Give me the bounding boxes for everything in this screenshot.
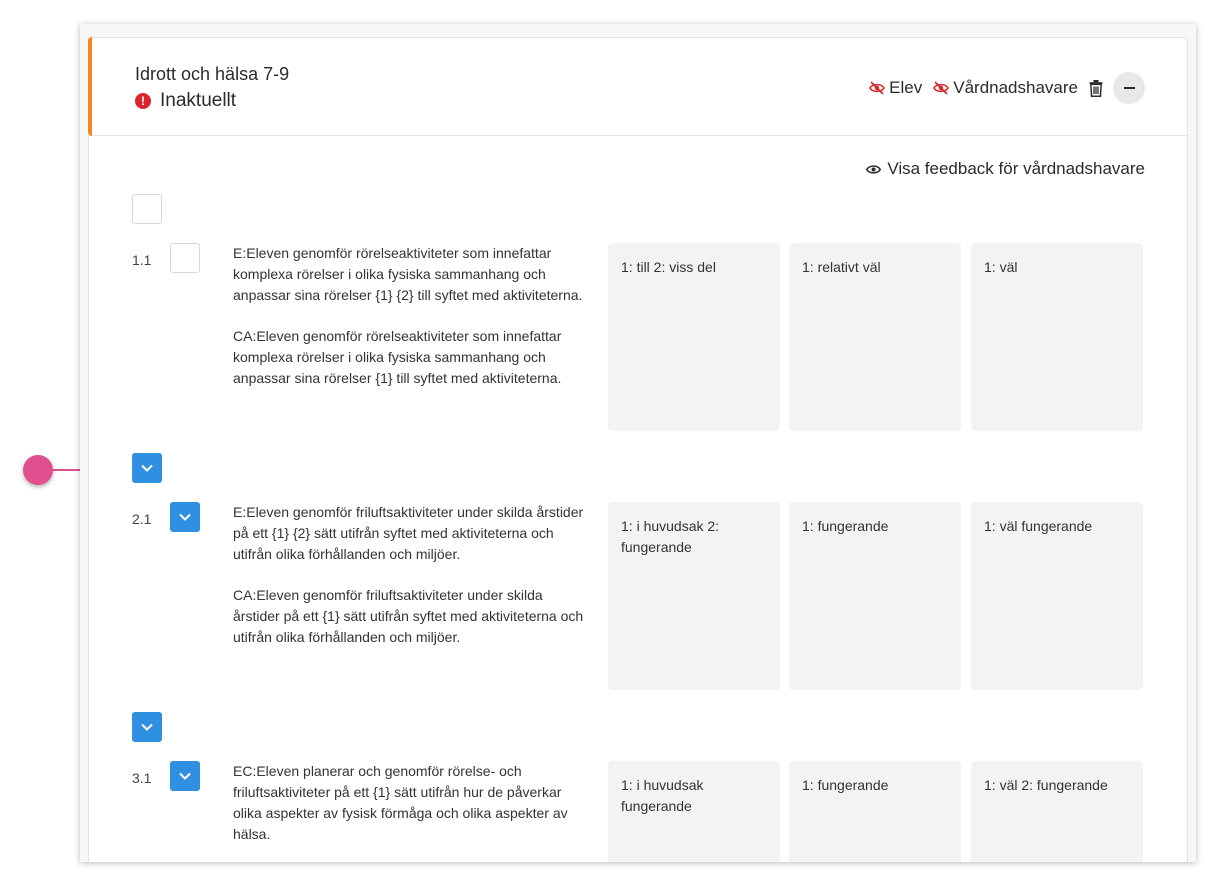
group-checkbox[interactable]: [132, 194, 162, 224]
feedback-link-label: Visa feedback för vårdnadshavare: [887, 159, 1145, 178]
criterion-number: 1.1: [132, 252, 152, 268]
check-icon: [141, 464, 153, 472]
level-cell[interactable]: 1: väl: [971, 243, 1143, 431]
minus-icon: [1124, 87, 1135, 89]
elev-label: Elev: [889, 78, 923, 97]
level-cell[interactable]: 1: väl fungerande: [971, 502, 1143, 690]
course-card: [88, 37, 1188, 862]
criterion-paragraph: EC:Eleven planerar och genomför rörelse- och friluftsaktiviteter på ett {1} sätt utifrån hur de påverkar olika aspekter av fysisk förmåga och olika aspekter av hälsa.: [233, 763, 568, 842]
criterion-text: [233, 502, 593, 648]
criterion-text: [233, 243, 593, 389]
error-icon: !: [135, 93, 151, 109]
row-checkbox[interactable]: [170, 243, 200, 273]
app-frame: [80, 24, 1196, 862]
eye-slash-icon: [933, 81, 949, 95]
criterion-number: 2.1: [132, 511, 152, 527]
criterion-paragraph: E:Eleven genomför rörelseaktiviteter som innefattar komplexa rörelser i olika fysiska sammanhang och anpassar sina rörelser {1} {2} till syftet med aktiviteterna.: [233, 245, 583, 303]
status-accent-bar: [88, 37, 92, 136]
level-cell[interactable]: 1: till 2: viss del: [608, 243, 780, 431]
check-icon: [179, 513, 191, 521]
group-checkbox[interactable]: [132, 453, 162, 483]
course-status: [135, 90, 236, 112]
vardnadshavare-label: Vårdnadshavare: [953, 78, 1078, 97]
elev-visibility-toggle[interactable]: [869, 78, 922, 98]
collapse-button[interactable]: [1113, 72, 1145, 104]
status-label: Inaktuellt: [160, 90, 237, 111]
eye-icon: [866, 164, 881, 175]
criterion-paragraph: CA:Eleven genomför friluftsaktiviteter under skilda årstider på ett {1} sätt utifrån syftet med aktiviteterna och utifrån olika förhållanden och miljöer.: [233, 587, 584, 645]
criterion-number: 3.1: [132, 770, 152, 786]
eye-slash-icon: [869, 81, 885, 95]
delete-button[interactable]: [1089, 80, 1103, 97]
level-cell[interactable]: 1: i huvudsak 2: fungerande: [608, 502, 780, 690]
trash-icon: [1089, 80, 1103, 97]
vardnadshavare-visibility-toggle[interactable]: [933, 78, 1078, 98]
level-cell[interactable]: 1: i huvudsak fungerande: [608, 761, 780, 862]
header-actions: [869, 72, 1145, 104]
level-cell[interactable]: 1: fungerande: [789, 502, 961, 690]
criterion-paragraph: E:Eleven genomför friluftsaktiviteter under skilda årstider på ett {1} {2} sätt utifrån syftet med aktiviteterna och utifrån olika förhållanden och miljöer.: [233, 504, 584, 562]
criterion-text: [233, 761, 593, 845]
show-guardian-feedback-link[interactable]: [866, 159, 1145, 179]
level-cell[interactable]: 1: fungerande: [789, 761, 961, 862]
annotation-pointer-dot: [23, 455, 53, 485]
row-checkbox[interactable]: [170, 502, 200, 532]
course-header: [89, 38, 1187, 136]
criterion-paragraph: CA:Eleven genomför rörelseaktiviteter som innefattar komplexa rörelser i olika fysiska sammanhang och anpassar sina rörelser {1} till syftet med aktiviteterna.: [233, 328, 562, 386]
course-title: Idrott och hälsa 7-9: [135, 64, 290, 84]
check-icon: [179, 772, 191, 780]
level-cell[interactable]: 1: relativt väl: [789, 243, 961, 431]
row-checkbox[interactable]: [170, 761, 200, 791]
check-icon: [141, 723, 153, 731]
level-cell[interactable]: 1: väl 2: fungerande: [971, 761, 1143, 862]
group-checkbox[interactable]: [132, 712, 162, 742]
